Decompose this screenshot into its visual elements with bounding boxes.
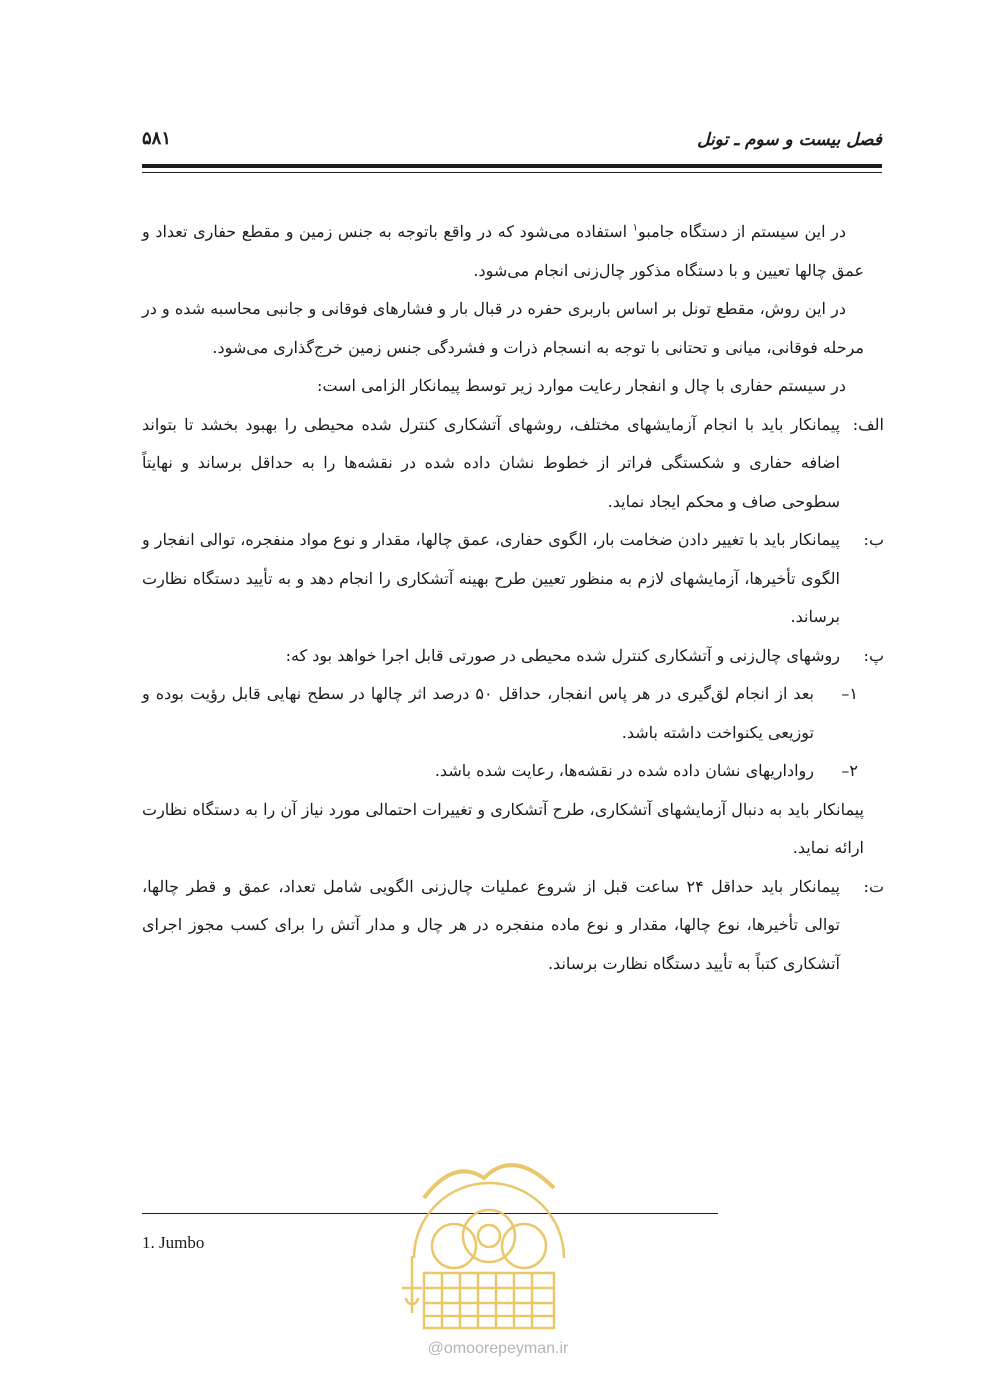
sub-item-marker: ۱– bbox=[841, 684, 858, 703]
watermark-gear-left bbox=[432, 1224, 476, 1268]
list-item-text: پیمانکار باید حداقل ۲۴ ساعت قبل از شروع عملیات چال‌زنی الگویی شامل تعداد، عمق و قطر چالها، توالی تأخیرها، نوع چالها، مقدار و نوع ماده منفجره در هر چال و مدار آتش را برای کسب مجوز اجرای آتشکاری کتباً به تأیید دستگاه نظارت برساند. bbox=[142, 876, 841, 973]
watermark-gear-center bbox=[463, 1210, 515, 1262]
paragraph-1-start: در این سیستم از دستگاه جامبو bbox=[638, 222, 846, 241]
sub-item-text: رواداریهای نشان داده شده در نقشه‌ها، رعایت شده باشد. bbox=[434, 761, 814, 780]
list-marker: الف: bbox=[852, 414, 884, 434]
paragraph-1-end: استفاده می‌شود که در واقع باتوجه به جنس زمین و مقطع حفاری تعداد و عمق چالها تعیین و با دستگاه مذکور چال‌زنی انجام می‌شود. bbox=[142, 222, 864, 280]
page-number: ۵۸۱ bbox=[142, 128, 172, 149]
list-item-be bbox=[141, 521, 884, 637]
footnote-text: 1. Jumbo bbox=[142, 1233, 205, 1252]
list-item-te bbox=[142, 868, 884, 984]
watermark-gear-hub bbox=[478, 1225, 500, 1247]
watermark-grid-cols bbox=[442, 1273, 532, 1328]
watermark-script bbox=[424, 1165, 554, 1198]
sub-item-marker: ۲– bbox=[841, 761, 858, 780]
list-marker: ب: bbox=[863, 530, 884, 549]
watermark-scale bbox=[402, 1256, 422, 1313]
paragraph-4: پیمانکار باید به دنبال آزمایشهای آتشکاری، طرح آتشکاری و تغییرات احتمالی مورد نیاز آن را به دستگاه نظارت ارائه نماید. bbox=[142, 799, 864, 857]
list-marker: ت: bbox=[863, 876, 884, 896]
paragraph-3: در سیستم حفاری با چال و انفجار رعایت موارد زیر توسط پیمانکار الزامی است: bbox=[317, 376, 846, 395]
paragraph-1 bbox=[142, 213, 864, 290]
list-item-text: روشهای چال‌زنی و آتشکاری کنترل شده محیطی در صورتی قابل اجرا خواهد بود که: bbox=[285, 645, 840, 665]
sub-item-2 bbox=[142, 752, 864, 791]
footnote-reference: ۱ bbox=[632, 222, 639, 234]
list-item-text: پیمانکار باید با تغییر دادن ضخامت بار، الگوی حفاری، عمق چالها، مقدار و نوع مواد منفجره، توالی انفجار و الگوی تأخیرها، آزمایشهای لازم به منظور تعیین طرح بهینه آتشکاری را انجام دهد و به تأیید دستگاه نظارت برساند. bbox=[141, 530, 840, 626]
paragraph-2: در این روش، مقطع تونل بر اساس باربری حفره در قبال بار و فشارهای فوقانی و جانبی محاسبه شده و در مرحله فوقانی، میانی و تحتانی با توجه به انسجام ذرات و فشردگی جنس زمین خرج‌گذاری می‌شود. bbox=[142, 299, 864, 357]
list-item-pe bbox=[142, 637, 884, 676]
watermark-logo bbox=[384, 1138, 594, 1338]
header-rule-thick bbox=[142, 164, 882, 168]
header-rule-thin bbox=[142, 172, 882, 173]
watermark-url: @omoorepeyman.ir bbox=[427, 1340, 569, 1357]
list-item-text: پیمانکار باید با انجام آزمایشهای مختلف، روشهای آتشکاری کنترل شده محیطی را بهبود بخشد تا بتواند اضافه حفاری و شکستگی فراتر از خطوط نشان داده شده در نقشه‌ها را به حداقل برساند و نهایتاً سطوحی صاف و محکم ایجاد نماید. bbox=[142, 414, 840, 511]
sub-item-text: بعد از انجام لق‌گیری در هر پاس انفجار، حداقل ۵۰ درصد اثر چالها در سطح نهایی قابل رؤیت بوده و توزیعی یکنواخت داشته باشد. bbox=[142, 684, 814, 742]
watermark-grid-frame bbox=[424, 1273, 554, 1328]
chapter-title: فصل بیست و سوم ـ تونل bbox=[697, 130, 882, 150]
watermark-grid-rows bbox=[424, 1288, 554, 1316]
list-item-alef bbox=[142, 406, 884, 522]
body-text bbox=[141, 213, 884, 983]
list-marker: پ: bbox=[863, 645, 884, 665]
sub-item-1 bbox=[142, 675, 864, 752]
watermark-gear-right bbox=[502, 1224, 546, 1268]
